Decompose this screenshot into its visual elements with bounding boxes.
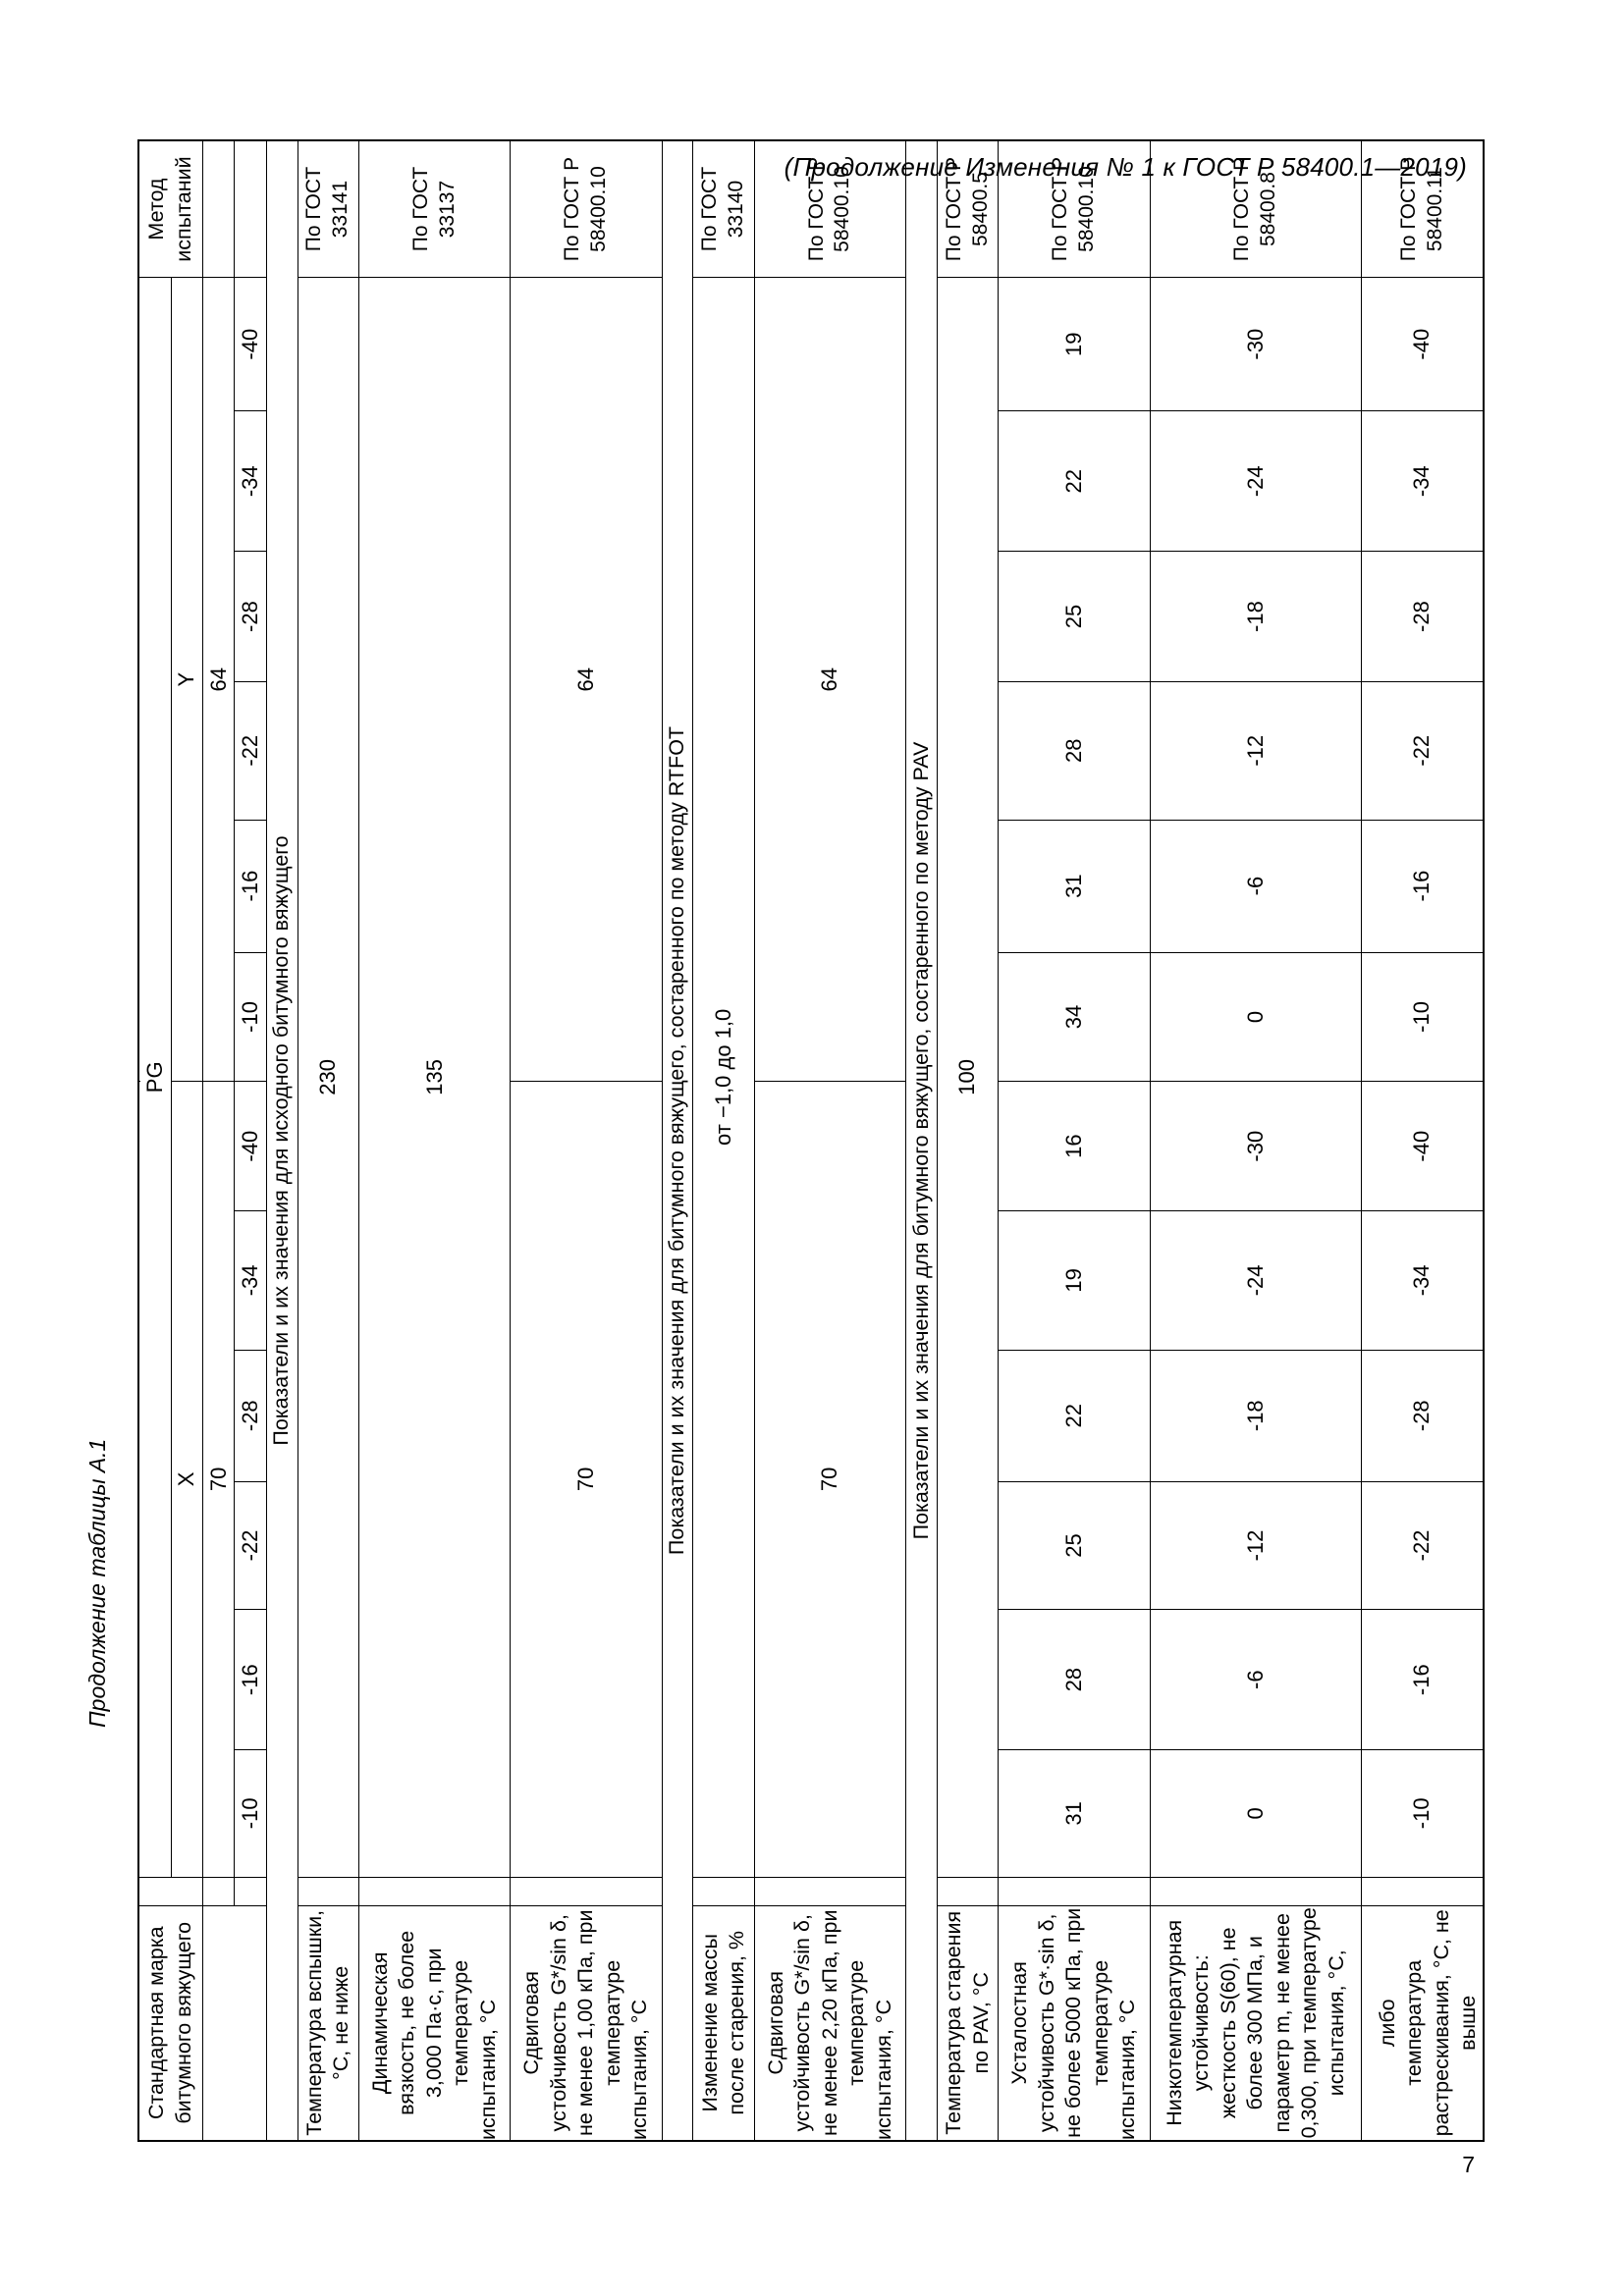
row-method-line2: 58400.10	[586, 166, 610, 252]
row-group-value-64: 64	[511, 278, 662, 1082]
row-method	[754, 140, 905, 278]
table-row	[359, 140, 511, 2141]
table-row	[693, 140, 754, 2141]
data-cell: -10	[1362, 1750, 1484, 1877]
y-value-cell: -28	[235, 1350, 266, 1481]
data-cell: -18	[1150, 1350, 1362, 1481]
row-label: Сдвиговая устойчивость G*/sin δ, не менее 2,20 кПа, при температуре испытания, °С	[754, 1905, 905, 2141]
header-pg-text: PG	[141, 1061, 167, 1094]
header-pg-merged	[139, 278, 171, 1877]
data-cell: -6	[1150, 820, 1362, 952]
table-header-row-3-xy	[171, 140, 202, 2141]
row-method-line1: По ГОСТ Р	[1049, 156, 1072, 262]
row-method-line2: 58400.8	[1256, 172, 1279, 247]
data-cell: -16	[1362, 1610, 1484, 1750]
pg-group-x-1	[202, 278, 234, 1082]
page-number: 7	[1462, 2152, 1475, 2177]
section-title: Показатели и их значения для битумного вяжущего, состаренного по методу PAV	[906, 140, 938, 2141]
row-method-line2: 58400.10	[1074, 166, 1098, 252]
row-label-line2: температура растрескивания, °С, не выше	[1402, 1909, 1481, 2137]
row-spacer	[937, 1877, 998, 1905]
row-method	[298, 140, 358, 278]
table-row	[1362, 140, 1484, 2141]
yvals-label-blank	[235, 1905, 266, 2141]
data-cell: -28	[1362, 552, 1484, 682]
data-cell: -34	[1362, 1211, 1484, 1351]
row-method-line1: По ГОСТ Р	[942, 156, 965, 262]
section-title: Показатели и их значения для исходного битумного вяжущего	[266, 140, 298, 2141]
table-header-row-y-values	[235, 140, 266, 2141]
table-header-row-2	[139, 140, 171, 2141]
pg-group-x-0	[202, 1082, 234, 1877]
row-method-line2: 33140	[725, 180, 748, 239]
data-cell: 28	[999, 681, 1150, 820]
row-method	[511, 140, 662, 278]
header-row-label: Стандартная марка битумного вяжущего	[138, 1905, 202, 2141]
pgvals-spacer	[202, 1877, 234, 1905]
row-label-line1: Низкотемпературная устойчивость:	[1162, 1919, 1214, 2126]
y-value-cell: -10	[235, 952, 266, 1082]
data-cell: -6	[1150, 1610, 1362, 1750]
row-label: Сдвиговая устойчивость G*/sin δ, не менее 1,00 кПа, при температуре испытания, °С	[511, 1905, 662, 2141]
specification-table	[137, 139, 1485, 2142]
row-spacer	[511, 1877, 662, 1905]
row-label	[1150, 1905, 1362, 2141]
y-value-cell: -28	[235, 552, 266, 682]
row-span-value: 230	[298, 278, 358, 1877]
data-cell: -24	[1150, 411, 1362, 552]
row-method-line2: 58400.11	[1423, 167, 1446, 252]
row-label: Динамическая вязкость, не более 3,000 Па·с, при температуре испытания, °С	[359, 1905, 511, 2141]
row-label: Изменение массы после старения, %	[693, 1905, 754, 2141]
table-row	[754, 140, 905, 2141]
pgvals-label-blank	[202, 1905, 234, 2141]
data-cell: -40	[1362, 1082, 1484, 1211]
row-label: Усталостная устойчивость G*·sin δ, не более 5000 кПа, при температуре испытания, °С	[999, 1905, 1150, 2141]
data-cell: -34	[1362, 411, 1484, 552]
data-cell: 31	[999, 1750, 1150, 1877]
row-spacer	[693, 1877, 754, 1905]
row-method-line1: По ГОСТ	[302, 166, 326, 252]
data-cell: 19	[999, 278, 1150, 411]
data-cell: -28	[1362, 1350, 1484, 1481]
header-x-text-left: X	[174, 1471, 199, 1487]
data-cell: -10	[1362, 952, 1484, 1082]
pgvals-method-blank	[202, 140, 234, 278]
y-value-cell: -16	[235, 820, 266, 952]
header-spacer	[138, 1877, 202, 1905]
table-row	[298, 140, 358, 2141]
row-method	[693, 140, 754, 278]
data-cell: -18	[1150, 552, 1362, 682]
row-method-line1: По ГОСТ Р	[1396, 156, 1420, 262]
data-cell: -22	[1362, 681, 1484, 820]
section-header-row	[906, 140, 938, 2141]
yvals-spacer	[235, 1877, 266, 1905]
data-cell: -12	[1150, 1481, 1362, 1610]
row-label	[1362, 1905, 1484, 2141]
y-value-cell: -34	[235, 411, 266, 552]
data-cell: 28	[999, 1610, 1150, 1750]
row-span-value: от −1,0 до 1,0	[693, 278, 754, 1877]
row-spacer	[999, 1877, 1150, 1905]
header-y-text: Y	[174, 671, 199, 687]
section-title: Показатели и их значения для битумного вяжущего, состаренного по методу RTFOT	[662, 140, 693, 2141]
row-group-value-70: 70	[754, 1082, 905, 1877]
row-method-line2: 58400.5	[968, 172, 992, 247]
row-group-value-70: 70	[511, 1082, 662, 1877]
row-label-line2: жесткость S(60), не более 300 МПа, и	[1216, 1927, 1268, 2119]
row-method-line2: 58400.10	[831, 166, 854, 252]
table-continuation-caption: Продолжение таблицы А.1	[84, 1438, 110, 1728]
y-value-cell: -10	[235, 1750, 266, 1877]
row-method-line2: 33141	[329, 180, 352, 239]
row-label-line1: либо	[1375, 1999, 1399, 2048]
row-spacer	[1150, 1877, 1362, 1905]
row-method-line1: По ГОСТ Р	[804, 156, 828, 262]
y-value-cell: -40	[235, 1082, 266, 1211]
header-x-right	[171, 278, 202, 1082]
y-value-cell: -22	[235, 681, 266, 820]
data-cell: 22	[999, 1350, 1150, 1481]
row-spacer	[1362, 1877, 1484, 1905]
row-method	[1362, 140, 1484, 278]
row-label-line3: параметр m, не менее 0,300, при температуре испытания, °С,	[1270, 1907, 1348, 2139]
data-cell: -22	[1362, 1481, 1484, 1610]
data-cell: 25	[999, 1481, 1150, 1610]
row-spacer	[298, 1877, 358, 1905]
running-head: (Продолжение Изменения № 1 к ГОСТ Р 58400.1—2019)	[784, 152, 1467, 182]
data-cell: -16	[1362, 820, 1484, 952]
row-spacer	[359, 1877, 511, 1905]
table-row	[999, 140, 1150, 2141]
header-method-text: Метод испытаний	[144, 156, 195, 262]
row-method-line1: По ГОСТ	[408, 166, 432, 252]
data-cell: 22	[999, 411, 1150, 552]
row-span-value: 135	[359, 278, 511, 1877]
table-row	[937, 140, 998, 2141]
row-method	[359, 140, 511, 278]
yvals-method-blank	[235, 140, 266, 278]
data-cell: -24	[1150, 1211, 1362, 1351]
section-header-row	[662, 140, 693, 2141]
data-cell: 0	[1150, 1750, 1362, 1877]
data-cell: -30	[1150, 1082, 1362, 1211]
row-method-line1: По ГОСТ Р	[561, 156, 584, 262]
row-method-line1: По ГОСТ	[698, 166, 722, 252]
row-method-line1: По ГОСТ Р	[1229, 156, 1253, 262]
pg-group-x-0-value: 70	[205, 1467, 231, 1492]
y-value-cell: -34	[235, 1211, 266, 1351]
row-label: Температура старения по PAV, °С	[937, 1905, 998, 2141]
data-cell: 16	[999, 1082, 1150, 1211]
data-cell: 34	[999, 952, 1150, 1082]
data-cell: 0	[1150, 952, 1362, 1082]
data-cell: -12	[1150, 681, 1362, 820]
row-label: Температура вспышки, °С, не ниже	[298, 1905, 358, 2141]
header-method	[138, 140, 202, 278]
row-method-line2: 33137	[435, 180, 459, 239]
row-span-value: 100	[937, 278, 998, 1877]
header-x-left	[171, 1082, 202, 1877]
data-cell: 19	[999, 1211, 1150, 1351]
row-method	[999, 140, 1150, 278]
y-value-cell: -40	[235, 278, 266, 411]
data-cell: -30	[1150, 278, 1362, 411]
y-value-cell: -16	[235, 1610, 266, 1750]
table-stage	[137, 139, 1485, 2142]
section-header-row	[266, 140, 298, 2141]
pg-group-x-1-value: 64	[205, 667, 231, 692]
y-value-cell: -22	[235, 1481, 266, 1610]
table-row	[1150, 140, 1362, 2141]
row-spacer	[754, 1877, 905, 1905]
data-cell: 31	[999, 820, 1150, 952]
table-row	[511, 140, 662, 2141]
row-method	[937, 140, 998, 278]
row-method	[1150, 140, 1362, 278]
row-group-value-64: 64	[754, 278, 905, 1082]
data-cell: 25	[999, 552, 1150, 682]
table-header-row-pg-values	[202, 140, 234, 2141]
data-cell: -40	[1362, 278, 1484, 411]
